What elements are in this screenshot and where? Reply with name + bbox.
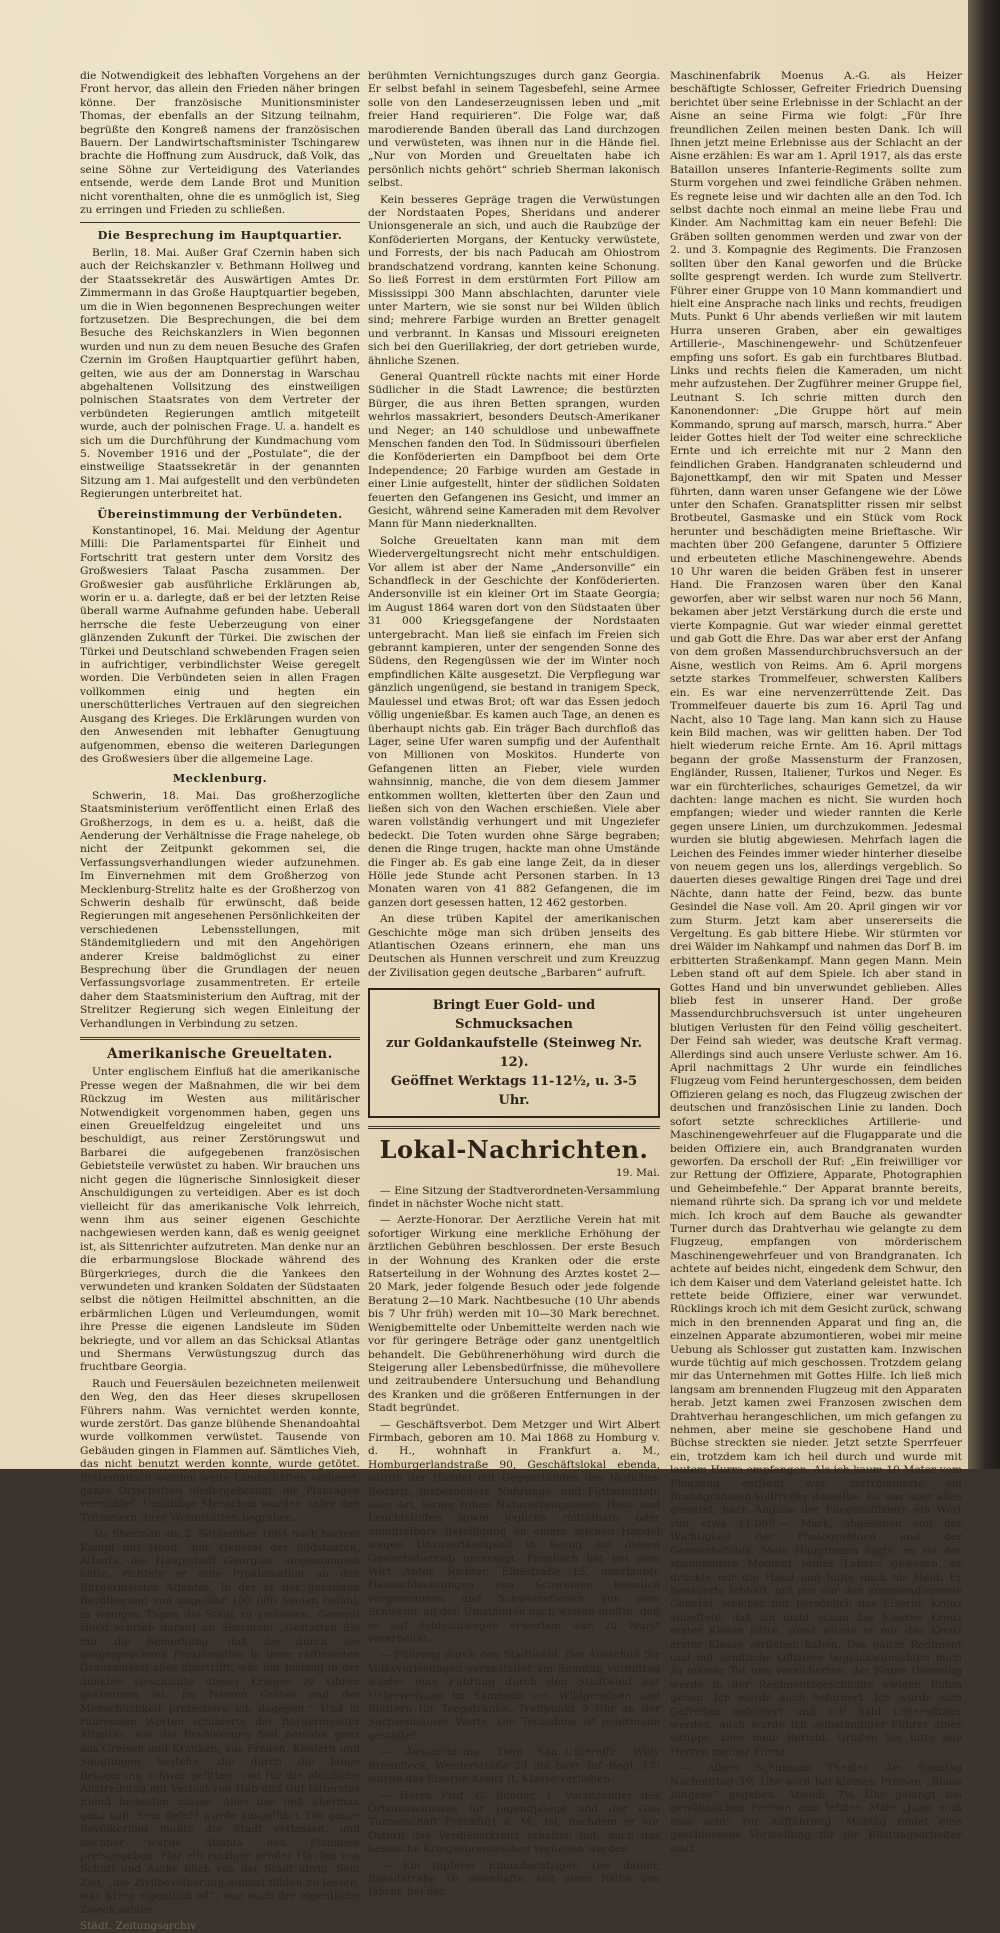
article-text: Unter englischem Einfluß hat die amerikanische Presse wegen der Maßnahmen, die wir bei dem Rückzug im Westen aus militärischer Notwendigkeit vorgenommen haben, gegen uns einen Greuelfeldzug eingeleitet und uns beschuldigt, aus reiner Zerstörungswut und Barbarei die aufgegebenen französischen Gebietsteile verwüstet zu haben. Wir brauchen uns nicht gegen die lügnerische Sinnlosigkeit dieser Anschuldigungen zu verteidigen. Aber es ist doch vielleicht für das amerikanische Volk lehrreich, wenn ihm aus seiner eigenen Geschichte nachgewiesen werden kann, daß es wenig geeignet ist, als Sittenrichter aufzutreten. Man denke nur an die erbarmungslose Blockade während des Bürgerkrieges, durch die die Yankees den verwundeten und kranken Soldaten der Südstaaten selbst die nötigen Heilmittel abschnitten, an die erbärmlichen Lügen und Verleumdungen, womit ihre Presse die eigenen Landsleute im Süden bekriegte, und vor allem an das Schicksal Atlantas und Shermans Verwüstungszug durch das fruchtbare Georgia.: [80, 1066, 360, 1374]
article-text: Maschinenfabrik Moenus A.-G. als Heizer beschäftigte Schlosser, Gefreiter Friedrich Duensing berichtet über seine Erlebnisse in der Schlacht an der Aisne an seine Firma wie folgt: „Für Ihre freundlichen Zeilen meinen besten Dank. Ich will Ihnen jetzt meine Erlebnisse aus der Schlacht an der Aisne erzählen: Es war am 1. April 1917, als das erste Bataillon unseres Infanterie-Regiments sollte zum Sturm vorgehen und zwei feindliche Gräben nehmen. Es regnete leise und wir dachten alle an den Tod. Ich selbst dachte noch einmal an meine liebe Frau und Kinder. Am Nachmittag kam ein neuer Befehl: Die Gräben sollten genommen werden und zwar von der 2. und 3. Kompagnie des Regiments. Die Franzosen sollten über den Kanal geworfen und die Brücke sollte gesprengt werden. Ich wurde zum Stellvertr. Führer einer Gruppe von 10 Mann kommandiert und hielt eine Ansprache nach links und rechts, freudigen Muts. Punkt 6 Uhr abends verließen wir mit lautem Hurra unseren Graben, aber ein gewaltiges Artillerie-, Maschinengewehr- und Schützenfeuer empfing uns sofort. Es gab ein furchtbares Blutbad. Links und rechts fielen die Kameraden, um nicht mehr aufzustehen. Der Zugführer meiner Gruppe fiel, Leutnant S. Ich schrie mitten durch den Kanonendonner: „Die Gruppe hört auf mein Kommando, sprung auf marsch, marsch, hurra.“ Aber leider Gottes hielt der Tod weiter eine schreckliche Ernte und ich erreichte mit nur 2 Mann den feindlichen Graben. Handgranaten schleudernd und Bajonettkampf, den wir mit Spaten und Messer führten, dann waren unser Gefangene wie der Löwe unter den Schafen. Granatsplitter rissen mir selbst Brotbeutel, Gasmaske und ein Stück vom Rock herunter und beschädigten meine Brieftasche. Wir machten über 200 Gefangene, darunter 5 Offiziere und erbeuteten etliche Maschinengewehre. Abends 10 Uhr waren die beiden Gräben fest in unserer Hand. Die Franzosen waren über den Kanal geworfen, aber wir selbst waren nur noch 56 Mann, bekamen aber jetzt Verstärkung durch die erste und vierte Kompagnie. Gut war wieder einmal gerettet und gab Gott die Ehre. Das war aber erst der Anfang von dem großen Massendurchbruchsversuch an der Aisne, westlich von Reims. Am 6. April morgens setzte starkes Trommelfeuer, schwersten Kalibers ein. Es war eine nervenzerrüttende Zeit. Das Trommelfeuer dauerte bis zum 16. April Tag und Nacht, also 10 Tage lang. Man kann sich zu Hause kein Bild machen, was wir gelitten haben. Der Tod hielt wiederum reiche Ernte. Am 16. April mittags begann der große Massensturm der Franzosen, Engländer, Russen, Italiener, Turkos und Neger. Es war ein fürchterliches, schauriges Gemetzel, da wir dachten: lange machen es nicht. Sie wurden hoch empfangen; wieder und wieder rannten die Kerle gegen unsere Linien, um durchzukommen. Jedesmal wurden sie blutig abgewiesen. Mehrfach lagen die Leichen des Feindes immer wieder hinterher dieselbe von neuem gegen uns los, allerdings vergeblich. So dauerten dieses gewaltige Ringen drei Tage und drei Nächte, dann hatte der Feind, bezw. das bunte Gesindel die Nase voll. Am 20. April gingen wir vor zum Sturm. Jetzt kam aber unsererseits die Vergeltung. Es gab bittere Hiebe. Wir stürmten vor drei Wälder im Nahkampf und nahmen das Dorf B. im erbitterten Straßenkampf. Mann gegen Mann. Mein Leben stand oft auf dem Spiele. Ich aber stand in Gottes Hand und bin unverwundet geblieben. Alles blieb fest in unserer Hand. Der große Massendurchbruchsversuch ist unter ungeheuren blutigen Verlusten für den Feind völlig gescheitert. Der Feind sah wieder, was deutsche Kraft vermag. Allerdings sind auch unsere Verluste schwer. Am 16. April nachmittags 2 Uhr wurde ein feindliches Flugzeug vom Feind heruntergeschossen, dem beiden Offizieren gelang es noch, das Flugzeug zwischen der deutschen und französischen Linie zu landen. Doch sofort setzte schreckliches Artillerie- und Maschinengewehrfeuer auf die Flugapparate und die beiden Offiziere ein, auch Brandgranaten wurden geworfen. Da erscholl der Ruf: „Ein freiwilliger vor zur Rettung der Offiziere, Apparate, Photographien und Geheimbefehle.“ Der Apparat brannte bereits, niemand rührte sich. Da sprang ich vor und meldete mich. Ich kroch auf dem Bauche als gewandter Turner durch das Drahtverhau wie gelangte zu dem Flugzeug, empfangen von mörderischem Maschinengewehrfeuer und von Brandgranaten. Ich achtete auf beides nicht, eingedenk dem Schwur, den ich dem Kaiser und dem Vaterland geleistet hatte. Ich rettete beide Offiziere, einer war verwundet. Rücklings kroch ich mit dem Gesicht zurück, schwang mich in den brennenden Apparat und fing an, die einzelnen Apparate abzumontieren, wobei mir meine Uebung als Schlosser gut zustatten kam. Inzwischen wurde tüchtig auf mich geschossen. Trotzdem gelang mir das Unternehmen mit Gottes Hilfe. Ich ließ mich langsam am brennenden Flugzeug mit den Apparaten herab. Jetzt kamen zwei Franzosen zwischen dem Drahtverhau herangeschlichen, um mich gefangen zu nehmen, aber meine sie geschobene Hand und Büchse streckten sie nieder. Jetzt setzte Sperrfeuer ein, trotzdem kam ich heil durch und wurde mit lautem Hurra empfangen. Als ich kaum 10 Meter vom Flugzeug entfernt war, zertrümmerte ein Brandgranaten-Vollfreffer dasselbe. Es war aber alles gerettet, nach Angabe der Fliegeroffiziere ein Wert von etwa 11.000.— Mark, abgesehen von der Wichtigkeit der Photographien und der Geheimbefehle. Mein Hauptmann sagte, es sei der spannendste Moment seines Lebens gewesen, er drückte mir die Hand und lobte mich als Held. Er bedauerte lebhaft, mit mir nur den kommandierende General, welcher mir persönlich das Eiserne Kreuz anheftete, daß ich nicht schon das Eiserne Kreuz erster Klasse hätte, sonst würde er mir das Kreuz erster Klasse verliehen haben. Das ganze Regiment und mit sämtliche Offiziere beglückwünschten mich zu meiner Tat und versicherten, der Name Duensing werde in der Regimentsgeschichte ewigen Ruhm gehen. Ich wurde auch befördert. Ich wurde zum Gefreiten befördert und soll bald Unteroffizier werden, auch wurde ich selbständiger Führer einer Gruppe. Dies mein Bericht. Grüßen Sie bitte alle Herren meiner Firma.: [670, 70, 963, 1758]
news-item: — Aerzte-Honorar. Der Aerztliche Verein hat mit sofortiger Wirkung eine merkliche Erhöhung der ärztlichen Gebühren beschlossen. Der erste Besuch in der Wohnung des Kranken oder die erste Ratserteilung in der Wohnung des Arztes kostet 2—20 Mark, jeder folgende Besuch oder jede folgende Beratung 2—10 Mark. Nachtbesuche (10 Uhr abends bis 7 Uhr früh) werden mit 10—30 Mark berechnet. Wenigbemittelte oder Unbemittelte werden nach wie vor für geringere Beträge oder ganz unentgeltlich behandelt. Die Gebührenerhöhung wird durch die Steigerung aller Lebensbedürfnisse, die mühevollere und zeitraubendere Untersuchung und Behandlung des Kranken und die größeren Entfernungen in der Stadt begründet.: [368, 1214, 660, 1415]
news-item: — Geschäftsverbot. Dem Metzger und Wirt Albert Firmbach, geboren am 10. Mai 1868 zu Homburg v. d. H., wohnhaft in Frankfurt a. M., Homburgerlandstraße 90, Geschäftslokal ebenda, wurde der Handel mit Gegenständen des täglichen Bedarfs, insbesondere Nahrungs- und Futtermitteln aller Art, ferner rohen Naturerzeugnissen, Heiz- und Leuchtstoffen sowie jegliche mittelbare oder unmittelbare Beteiligung an einem solchen Handel wegen Unzuverlässigkeit in Bezug auf diesen Gewerbebetrieb untersagt. Firmbach hat bei dem Wirt Anton Richter, Elbestraße 15, unerlaubte Hausschlachtungen von Schweinen heimlich vorgenommen und Schweinefleisch von dem Schweine an den Umständen nach wissen mußte, daß es auf Schleichwegen erworben war, zu Wurst verarbeitet.: [368, 1418, 660, 1646]
ad-line: zur Goldankaufstelle (Steinweg Nr. 12).: [386, 1036, 642, 1071]
article-text: Solche Greueltaten kann man mit dem Wiedervergeltungsrecht nicht mehr entschuldigen. Vor allem ist aber der Name „Andersonville“ ein Schandfleck in der Geschichte der Konföderierten. Andersonville ist ein kleiner Ort im Staate Georgia; im August 1864 waren dort von den Südstaaten über 31 000 Kriegsgefangene der Nordstaaten untergebracht. Man ließ sie einfach im Freien sich gebrannt kampieren, unter der sengenden Sonne des Südens, den Regengüssen wie der im Winter noch empfindlichen Kälte ausgesetzt. Die Verpflegung war gänzlich ungenügend, sie bestand in tranigem Speck, Maulessel und etwas Brot; oft war das Essen jedoch völlig ungenießbar. Es kamen auch Tage, an denen es überhaupt nichts gab. Ein träger Bach durchfloß das Lager, seine Ufer waren sumpfig und der Aufenthalt von Millionen von Moskitos. Hunderte von Gefangenen litten an Fieber, viele wurden wahnsinnig, manche, die von dem diesem Jammer entkommen wollten, kletterten über den Zaun und ließen sich von den Wachen erschießen. Viele aber waren vollständig verhungert und mit Ungeziefer bedeckt. Die Toten wurden ohne Särge begraben; denen die Ringe trugen, hackte man ohne Umstände die Finger ab. Es gab eine lange Zeit, da in dieser Hölle jede Stunde acht Personen starben. In 13 Monaten waren von 41 882 Gefangenen, die im ganzen dort gesessen hatten, 12 462 gestorben.: [368, 534, 660, 909]
article-text: berühmten Vernichtungszuges durch ganz Georgia. Er selbst befahl in seinem Tagesbefehl, seine Armee solle von den Landeserzeugnissen leben und „mit freier Hand requirieren“. Die Folge war, daß marodierende Banden überall das Land durchzogen und verwüsteten, was ihnen nur in die Hände fiel. „Nur von Morden und Greueltaten habe ich persönlich nichts gehört“ schrieb Sherman lakonisch selbst.: [368, 70, 660, 190]
dateline: 19. Mai.: [615, 1167, 660, 1180]
ad-line: Geöffnet Werktags 11-12½, u. 3-5 Uhr.: [390, 1074, 638, 1109]
column-2: [368, 70, 660, 1899]
news-item: — Herrn Prof. G. Bender, 1. Vorsitzender des Ortsausschusses für Jugendpflege und der Gau Turnerschaft Frankfurt a. M., ist, nachdem er vor Ostern das Verdienstkreuz erhalten hat, auch das hessische Kriegsehrenzeichen verliehen worden.: [368, 1789, 660, 1856]
lokal-heading: Lokal-Nachrichten.: [379, 1135, 649, 1165]
article-text: die Notwendigkeit des lebhaften Vorgehens an der Front hervor, das allein den Frieden näher bringen könne. Der französische Munitionsminister Thomas, der ebenfalls an der Sitzung teilnahm, begrüßte den Kongreß namens der französischen Bauern. Der Landwirtschaftsminister Tschingarew brachte die Hoffnung zum Ausdruck, daß Volk, das seine Söhne zur Verteidigung des Vaterlandes entsende, werde dem Lande Brot und Munition nicht vorenthalten, ohne die es unmöglich ist, Sieg zu erringen und Frieden zu schließen.: [80, 70, 360, 217]
divider: [368, 1126, 660, 1129]
section-heading: Mecklenburg.: [172, 771, 268, 786]
divider: [80, 222, 360, 223]
news-item: — Albert Schumann Theater. Am Sonntag Nachmittag 3½ Uhr wird bei kleinen Preisen „Blaue Jungens“ gegeben. Abends 7¼ Uhr gelangt bei gewöhnlichen Preisen zum letzten Male „Jung muß man sein“ zur Aufführung. Montag findet eine geschlossene Vorstellung für die Rüstungsarbeiter statt.: [670, 1762, 962, 1855]
news-item: — Führung durch den Stadtwald. Der Ausschuß für Volksvorlesungen veranstaltet am Sonntag vormittag wieder eine Führung durch den Stadtwald zur Unterweisung im Sammeln von Wildgemüsen und Blättern für Teegetränke. Treffpunkt 9 Uhr an der Sachsenhäuser Warte. Die Teilnahme ist jedermann gestattet.: [368, 1649, 660, 1742]
news-item: — Ein tapferer Einundachtziger. Der dahier, Basaltstraße 10 wohnhafte, seit einer Reihe von Jahren bei der: [368, 1859, 660, 1899]
article-text: Als Sherman am 2. September 1864 nach hartem Kampf mit Hood, dem General der Südstaaten, Atlanta, die Hauptstadt Georgias, eingenommen hatte, richtete er eine Proklamation an den Bürgermeister Atlantas, in der er der gesamten Bevölkerung von ungefähr 100 000 Seelen befahl, in wenigen Tagen die Stadt zu verlassen. General Hood schrieb darauf an Sherman: „Gestatten Sie mir die Bemerkung, daß die durch Sie ausgesprochene Proklamation in ihrer raffinierten Grausamkeit alles übertrifft, was mir bislang in der dunklen Geschichte dieses Krieges zu Ohren gekommen ist. Im Namen Gottes und der Menschlichkeit protestiere ich dagegen.“ Und in rührenden Worten schilderte der Bürgermeister Atlantas, wie die Bevölkerung fast beinahe ganz aus Greisen und Kranken, aus Frauen, Kindern und Säuglingen bestehe, die durch die lange Belagerung schwer gelitten, und für die plötzliche Austreibung mit Verlust von Hab und Gut bitterstes Elend bedeuten müsse. Alles das ließ Sherman ganz kalt. Sein Befehl wurde ausgeführt. Die ganze Bevölkerung mußte die Stadt verlassen, und nachher wurde Atlanta den Flammen preisgegeben. Nur ein einziger großer Haufen von Schutt und Asche blieb von der Stadt übrig. Sein Ziel, „die Zivilbevölkerung einmal fühlen zu lassen, was Krieg eigentlich ist“, war auch der eigentliche Zweck seines: [80, 1528, 360, 1916]
gold-advertisement: [368, 988, 660, 1118]
article-text: Kein besseres Gepräge tragen die Verwüstungen der Nordstaaten Popes, Sheridans und anderer Unionsgenerale an sich, und auch die Raubzüge der Konföderierten Morgans, der Kentucky verwüstete, und Forrests, der bis nach Paducah am Ohiostrom brandschatzend vordrang, kannten keine Schonung. So ließ Forrest in dem erstürmten Fort Pillow am Mississippi 300 Mann abschlachten, darunter viele unter Martern, wie sie sonst nur bei Wilden üblich sind; mehrere Farbige wurden an Bretter genagelt und verbrannt. In Kansas und Missouri ereigneten sich bei den Guerillakrieg, der dort getrieben wurde, ähnliche Szenen.: [368, 193, 660, 367]
article-text: Konstantinopel, 16. Mai. Meldung der Agentur Milli: Die Parlamentspartei für Einheit und Fortschritt trat gestern unter dem Vorsitz des Großwesiers Talaat Pascha zusammen. Der Großwesier gab ausführliche Erklärungen ab, worin er u. a. darlegte, daß er bei der letzten Reise überall warme Aufnahme gefunden habe. Ueberall herrsche die feste Ueberzeugung von einer glänzenden Zukunft der Türkei. Die zwischen der Türkei und Deutschland schwebenden Fragen seien in aufrichtiger, verbindlichster Weise geregelt worden. Die Verbündeten seien in allen Fragen vollkommen einig und hegten ein unerschütterliches Vertrauen auf den siegreichen Ausgang des Krieges. Die Erklärungen wurden von den Anwesenden mit lebhafter Genugtuung aufgenommen, ebenso die weiteren Darlegungen des Großwesiers über die allgemeine Lage.: [80, 525, 360, 765]
article-text: An diese trüben Kapitel der amerikanischen Geschichte möge man sich drüben jenseits des Atlantischen Ozeans erinnern, ehe man uns Deutschen als Hunnen verschreit und zum Kreuzzug der Zivilisation gegen deutsche „Barbaren“ aufruft.: [368, 913, 660, 979]
news-item: — Auszeichnung. Dem San.-Unteroffz. Willy Brennfleck, Werderstraße 23 (im bayr. Inf.-Regt. 17) wurde das Eiserne Kreuz II. Klasse verliehen.: [368, 1746, 660, 1786]
column-3: [670, 70, 963, 1855]
section-heading: Übereinstimmung der Verbündeten.: [97, 506, 343, 521]
news-item: — Eine Sitzung der Stadtverordneten-Versammlung findet in nächster Woche nicht statt.: [368, 1184, 660, 1211]
article-text: Berlin, 18. Mai. Außer Graf Czernin haben sich auch der Reichskanzler v. Bethmann Hollweg und der Staatssekretär des Auswärtigen Amtes Dr. Zimmermann in das Große Hauptquartier begeben, um die in Wien begonnenen Besprechungen weiter fortzusetzen. Die Besprechungen, die bei dem Besuche des Reichskanzlers in Wien begonnen wurden und nun zu dem neuen Besuche des Grafen Czernin im Großen Hauptquartier geführt haben, gelten, wie aus der am Donnerstag in Warschau abgehaltenen Vollsitzung des einstweiligen polnischen Staatsrates von dem Vertreter der verbündeten Regierungen amtlich mitgeteilt wurde, auch der polnischen Frage. U. a. handelt es sich um die Durchführung der Kundmachung vom 5. November 1916 und der „Postulate“, die der einstweilige Staatssekretär in der genannten Sitzung am 1. Mai aufgestellt und den verbündeten Regierungen unterbreitet hat.: [80, 246, 360, 501]
ad-line: Bringt Euer Gold- und Schmucksachen: [432, 998, 596, 1033]
article-text: Rauch und Feuersäulen bezeichneten meilenweit den Weg, den das Heer dieses skrupellosen Führers nahm. Was vernichtet werden konnte, wurde zerstört. Das ganze blühende Shenandoahtal wurde vollkommen verwüstet. Tausende von Gebäuden gingen in Flammen auf. Sämtliches Vieh, das nicht benutzt werden konnte, wurde getötet. Systematisch wurden weite Landschaften verheert, ganze Ortschaften niedergebrannt, die Plantagen vernichtet. Unzählige Menschen wurden unter den Trümmern ihrer Wohnstätten begraben.: [80, 1377, 360, 1524]
article-text: General Quantrell rückte nachts mit einer Horde Südlicher in die Stadt Lawrence; die bestürzten Bürger, die aus ihren Betten sprangen, wurden wehrlos massakriert, besonders Deutsch-Amerikaner und Neger; an 140 schuldlose und unbewaffnete Menschen fanden den Tod. In Südmissouri überfielen die Konföderierten ein Dampfboot bei dem Orte Independence; 20 Farbige wurden am Gestade in einer Linie aufgestellt, hinter der südlichen Soldaten feuerten den Gefangenen ins Gesicht, und immer an Gesicht, während seine Kameraden mit dem Revolver Mann für Mann niederknallten.: [368, 370, 660, 531]
column-1: [80, 70, 360, 1933]
archive-stamp: Städt. Zeitungsarchiv: [80, 1920, 197, 1933]
section-heading: Amerikanische Greueltaten.: [107, 1046, 333, 1063]
article-text: Schwerin, 18. Mai. Das großherzogliche Staatsministerium veröffentlicht einen Erlaß des Großherzogs, in dem es u. a. heißt, daß die Aenderung der Verhältnisse die Frage nahelege, ob nicht der Zeitpunkt gekommen sei, die Verfassungsverhandlungen wieder aufzunehmen. Im Einvernehmen mit dem Großherzog von Mecklenburg-Strelitz halte es der Großherzog von Schwerin deshalb für erwünscht, daß beide Regierungen mit angesehenen Persönlichkeiten der verschiedenen Lebensstellungen, mit Ständemitgliedern und mit den Angehörigen anderer Kreise baldmöglichst zu einer Besprechung über die Grundlagen der neuen Verfassungsvorlage zusammentreten. Er erteile daher dem Staatsministerium den Auftrag, mit der Strelitzer Regierung sich wegen Einleitung der Verhandlungen in Verbindung zu setzen.: [80, 789, 360, 1030]
section-heading: Die Besprechung im Hauptquartier.: [97, 228, 343, 243]
divider: [80, 1037, 360, 1040]
binding-spine: [968, 0, 1000, 1469]
